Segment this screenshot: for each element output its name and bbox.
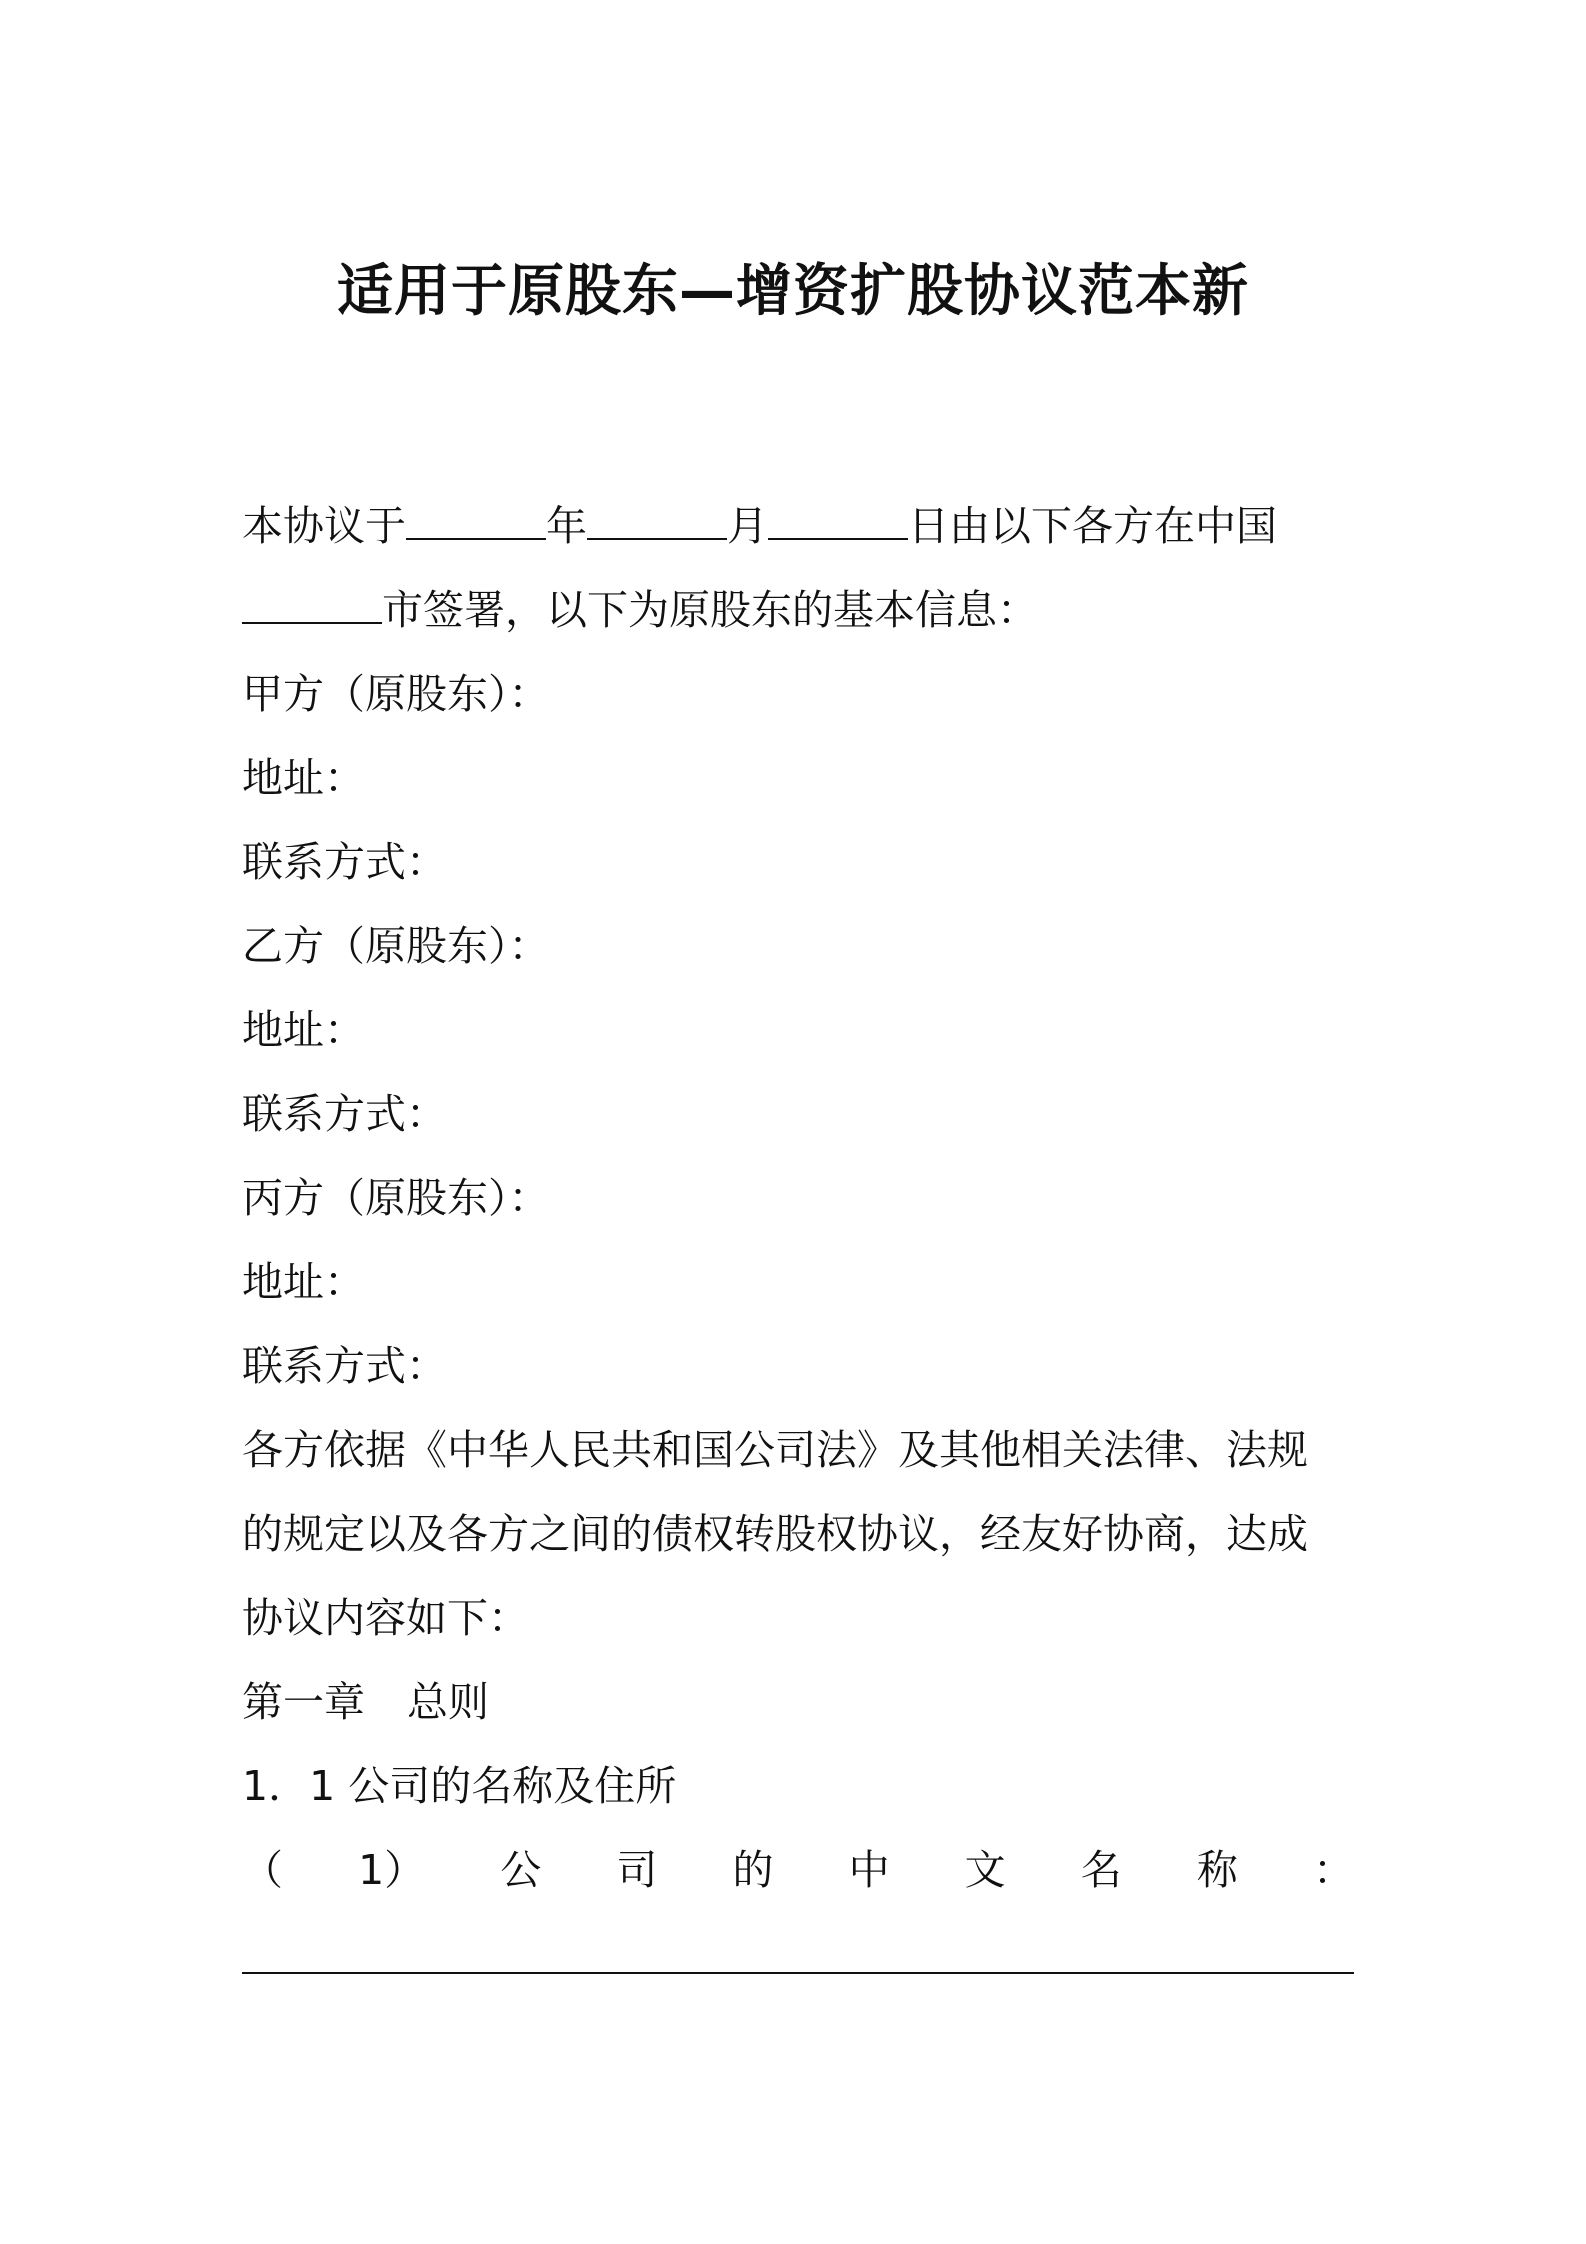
month-label: 月 [727,502,768,550]
company-name-char: 称 [1196,1846,1238,1894]
company-name-line [242,1840,1354,1900]
company-name-char: 中 [848,1846,890,1894]
company-name-blank-line [242,1972,1354,1974]
company-name-char: 1） [358,1846,426,1894]
city-blank [242,588,382,624]
party-c-name: 丙方（原股东）： [242,1174,550,1222]
preamble-line-3: 协议内容如下： [242,1594,529,1642]
company-name-char: （ [242,1846,283,1894]
company-name-char: 的 [732,1846,774,1894]
section-heading: 1．1 公司的名称及住所 [242,1762,677,1810]
party-c-address: 地址： [242,1258,365,1306]
day-label: 日由以下各方在中国 [908,502,1277,550]
party-b-contact: 联系方式： [242,1090,447,1138]
company-name-char: 文 [964,1846,1006,1894]
party-b-address: 地址： [242,1006,365,1054]
month-blank [587,504,727,540]
intro-line-1 [242,496,1354,556]
party-b-name: 乙方（原股东）： [242,922,550,970]
chapter-heading [242,1672,1354,1732]
year-blank [406,504,546,540]
city-label: 市签署，以下为原股东的基本信息： [382,586,1038,634]
company-name-char: 公 [500,1846,542,1894]
intro-line-2 [242,580,1354,640]
party-a-address: 地址： [242,754,365,802]
party-c-contact: 联系方式： [242,1342,447,1390]
preamble-line-1: 各方依据《中华人民共和国公司法》及其他相关法律、法规 [242,1426,1308,1474]
preamble-line-2: 的规定以及各方之间的债权转股权协议，经友好协商，达成 [242,1510,1308,1558]
document-title: 适用于原股东—增资扩股协议范本新 [337,259,1249,324]
chapter-title: 总则 [407,1678,489,1726]
intro-text-start: 本协议于 [242,502,406,550]
company-name-char: 司 [616,1846,658,1894]
party-a-name: 甲方（原股东）： [242,670,550,718]
chapter-number: 第一章 [242,1678,365,1726]
company-name-char: 名 [1080,1846,1122,1894]
year-label: 年 [546,502,587,550]
company-name-char: ： [1312,1846,1354,1894]
party-a-contact: 联系方式： [242,838,447,886]
day-blank [768,504,908,540]
